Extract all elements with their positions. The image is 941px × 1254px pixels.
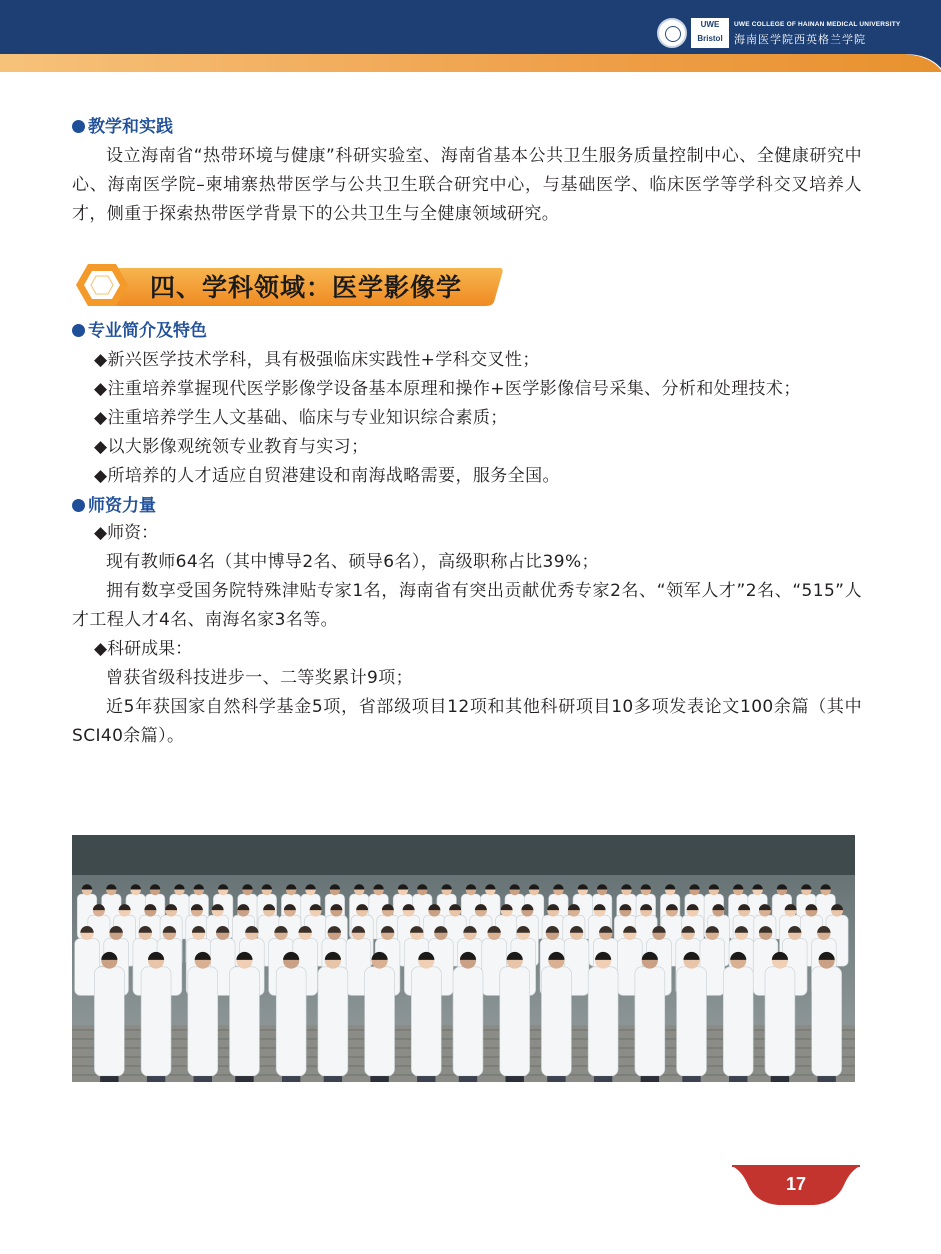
bullet-dot-icon [72, 120, 85, 133]
section-title: 四、学科领域：医学影像学 [150, 273, 463, 302]
person-legs [324, 1076, 342, 1082]
person-coat [411, 967, 441, 1076]
person-legs [547, 1076, 565, 1082]
list-item: ◆新兴医学技术学科，具有极强临床实践性+学科交叉性； [94, 350, 540, 370]
intro-section [72, 318, 862, 751]
person-coat [188, 967, 218, 1076]
list-item: ◆注重培养掌握现代医学影像学设备基本原理和操作+医学影像信号采集、分析和处理技术； [94, 379, 801, 399]
person-legs [459, 1076, 477, 1082]
person-coat [318, 967, 348, 1076]
person-legs [641, 1076, 659, 1082]
research-paragraph: 曾获省级科技进步一、二等奖累计9项； [106, 668, 414, 688]
person-legs [729, 1076, 747, 1082]
faculty-subheading: ◆师资： [94, 523, 159, 543]
person-coat [276, 967, 306, 1076]
person-coat [141, 967, 171, 1076]
list-item: ◆以大影像观统领专业教育与实习； [94, 437, 369, 457]
person-coat [453, 967, 483, 1076]
person-legs [417, 1076, 435, 1082]
list-item: ◆注重培养学生人文基础、临床与专业知识综合素质； [94, 408, 508, 428]
college-name-english: UWE COLLEGE OF HAINAN MEDICAL UNIVERSITY [734, 21, 901, 28]
person-coat [812, 967, 842, 1076]
page-number: 17 [785, 1174, 807, 1194]
teaching-heading: 教学和实践 [72, 114, 862, 140]
person-coat [541, 967, 571, 1076]
person-legs [370, 1076, 388, 1082]
teaching-paragraph: 设立海南省“热带环境与健康”科研实验室、海南省基本公共卫生服务质量控制中心、全健康研究中心、海南医学院–柬埔寨热带医学与公共卫生联合研究中心，与基础医学、临床医学等学科交叉培养人才，侧重于探索热带医学背景下的公共卫生与全健康领域研究。 [72, 146, 862, 224]
faculty-paragraph: 现有教师64名（其中博导2名、硕导6名），高级职称占比39%； [106, 552, 599, 572]
person-legs [147, 1076, 165, 1082]
person-legs [235, 1076, 253, 1082]
person-legs [506, 1076, 524, 1082]
list-item: ◆所培养的人才适应自贸港建设和南海战略需要，服务全国。 [94, 466, 560, 486]
teaching-section [72, 114, 862, 229]
person-legs [282, 1076, 300, 1082]
research-subheading: ◆科研成果： [94, 639, 193, 659]
person-coat [230, 967, 260, 1076]
person-coat [723, 967, 753, 1076]
person-coat [635, 967, 665, 1076]
person-coat [365, 967, 395, 1076]
bullet-dot-icon [72, 324, 85, 337]
person-legs [594, 1076, 612, 1082]
person-legs [682, 1076, 700, 1082]
uwe-bristol-logo: UWE Bristol [691, 18, 729, 48]
person-coat [94, 967, 124, 1076]
person-legs [817, 1076, 835, 1082]
person-coat [765, 967, 795, 1076]
college-name-chinese: 海南医学院西英格兰学院 [734, 33, 866, 46]
person-coat [588, 967, 618, 1076]
person-coat [677, 967, 707, 1076]
college-seal-logo [657, 18, 687, 48]
intro-heading: 专业简介及特色 [72, 318, 862, 344]
bullet-dot-icon [72, 499, 85, 512]
person-coat [500, 967, 530, 1076]
person-legs [771, 1076, 789, 1082]
person-legs [194, 1076, 212, 1082]
research-paragraph: 近5年获国家自然科学基金5项，省部级项目12项和其他科研项目10多项发表论文100余篇（其中SCI40余篇）。 [72, 697, 862, 746]
group-photo [72, 835, 855, 1082]
faculty-paragraph: 拥有数享受国务院特殊津贴专家1名，海南省有突出贡献优秀专家2名、“领军人才”2名、“515”人才工程人才4名、南海名家3名等。 [72, 581, 862, 630]
person-legs [100, 1076, 118, 1082]
faculty-heading: 师资力量 [72, 493, 862, 519]
